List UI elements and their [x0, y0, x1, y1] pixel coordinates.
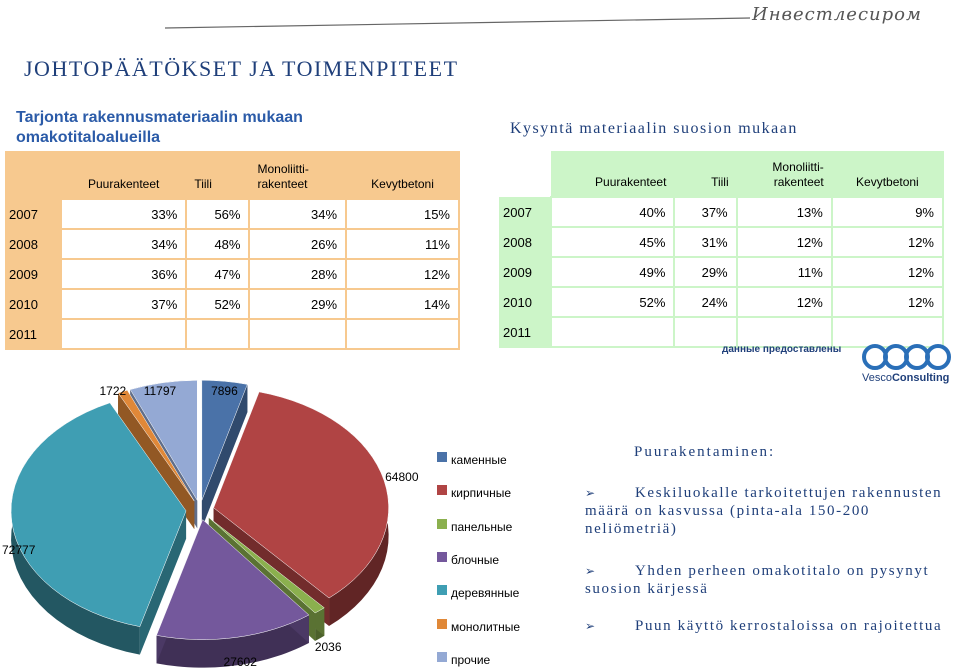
pie-value-label: 64800 [385, 469, 419, 484]
value-cell: 52% [186, 289, 249, 319]
value-cell: 12% [832, 287, 943, 317]
table-row [5, 319, 459, 349]
table-header-row [5, 151, 459, 199]
value-cell: 47% [186, 259, 249, 289]
year-cell: 2007 [9, 206, 38, 222]
table-row [499, 287, 943, 317]
value-cell: 9% [832, 197, 943, 227]
vesco-logo-icon [860, 343, 952, 373]
value-cell: 14% [346, 289, 459, 319]
supply-table [5, 151, 460, 350]
pie-chart [0, 380, 430, 671]
legend-label: кирпичные [451, 486, 512, 501]
value-cell: 13% [737, 197, 832, 227]
value-cell: 52% [551, 287, 674, 317]
value-cell: 49% [551, 257, 674, 287]
value-cell: 56% [186, 199, 249, 229]
column-header: Monoliitti- rakenteet [737, 151, 832, 197]
year-cell: 2008 [503, 234, 532, 250]
bullet-text: Puun käyttö kerrostaloissa on rajoitettua [635, 618, 943, 634]
table-row [5, 289, 459, 319]
value-cell: 40% [551, 197, 674, 227]
value-cell [186, 319, 249, 349]
arrow-bullet-icon: ➢ [585, 486, 597, 500]
year-cell: 2010 [9, 296, 38, 312]
value-cell [346, 319, 459, 349]
value-cell: 34% [61, 229, 186, 259]
bullet-text: Keskiluokalle tarkoitettujen rakennusten määrä on kasvussa (pinta-ala 150-200 neliömetriä) [585, 485, 943, 537]
value-cell: 11% [346, 229, 459, 259]
legend-swatch [437, 452, 447, 462]
value-cell: 34% [249, 199, 346, 229]
table-row [5, 259, 459, 289]
year-cell: 2011 [9, 326, 37, 342]
legend-swatch [437, 485, 447, 495]
legend-label: каменные [451, 453, 507, 467]
vesco-brand-part: Vesco [862, 372, 892, 384]
legend-swatch [437, 552, 447, 562]
year-cell: 2009 [503, 264, 532, 280]
page-title: JOHTOPÄÄTÖKSET JA TOIMENPITEET [24, 56, 459, 81]
value-cell: 12% [346, 259, 459, 289]
year-cell: 2011 [503, 324, 531, 340]
value-cell: 28% [249, 259, 346, 289]
column-header: Puurakenteet [551, 151, 674, 197]
table-row [5, 229, 459, 259]
arrow-bullet-icon: ➢ [585, 564, 597, 578]
legend-swatch [437, 585, 447, 595]
value-cell: 37% [61, 289, 186, 319]
value-cell [737, 317, 832, 347]
value-cell: 12% [737, 287, 832, 317]
conclusion-bullet [585, 562, 955, 598]
demand-table-title: Kysyntä materiaalin suosion mukaan [510, 120, 798, 137]
value-cell: 12% [737, 227, 832, 257]
value-cell: 12% [832, 257, 943, 287]
year-cell: 2010 [503, 294, 532, 310]
demand-table [499, 151, 944, 348]
table-row [5, 199, 459, 229]
legend-label: прочие [451, 652, 491, 667]
year-cell: 2007 [503, 204, 532, 220]
header-cell-empty [5, 151, 61, 199]
legend-label: монолитные [451, 619, 521, 634]
table-row [499, 227, 943, 257]
value-cell: 15% [346, 199, 459, 229]
legend-label: блочные [451, 552, 500, 567]
legend-swatch [437, 619, 447, 629]
year-cell: 2009 [9, 266, 38, 282]
consulting-brand-part: Consulting [891, 372, 950, 384]
legend-label: панельные [451, 519, 513, 534]
column-header: Tiili [674, 151, 736, 197]
arrow-bullet-icon: ➢ [585, 619, 597, 633]
source-note: данные предоставлены [722, 344, 842, 355]
value-cell: 29% [249, 289, 346, 319]
value-cell: 45% [551, 227, 674, 257]
value-cell: 11% [737, 257, 832, 287]
bullet-text: Yhden perheen omakotitalo on pysynyt suosion kärjessä [585, 563, 930, 597]
value-cell: 37% [674, 197, 736, 227]
value-cell [551, 317, 674, 347]
pie-value-label: 1722 [99, 384, 127, 398]
table-header-row [499, 151, 943, 197]
value-cell: 33% [61, 199, 186, 229]
conclusion-bullet [585, 484, 955, 538]
pie-value-label: 72777 [2, 542, 36, 557]
value-cell [249, 319, 346, 349]
value-cell: 48% [186, 229, 249, 259]
value-cell [674, 317, 736, 347]
value-cell: 26% [249, 229, 346, 259]
table-row [499, 197, 943, 227]
value-cell [61, 319, 186, 349]
legend-swatch [437, 652, 447, 662]
value-cell: 24% [674, 287, 736, 317]
conclusions-heading: Puurakentaminen: [634, 444, 776, 460]
table-row [499, 257, 943, 287]
header-cell-empty [499, 151, 551, 197]
pie-value-label: 27602 [223, 655, 257, 669]
value-cell: 12% [832, 227, 943, 257]
column-header: Kevytbetoni [371, 177, 434, 191]
conclusion-bullet [585, 617, 955, 635]
year-cell: 2008 [9, 236, 38, 252]
column-header: Tiili [194, 177, 212, 191]
value-cell: 29% [674, 257, 736, 287]
company-logo: Инвестлесиром [752, 4, 922, 25]
value-cell: 31% [674, 227, 736, 257]
value-cell: 36% [61, 259, 186, 289]
pie-value-label: 7896 [211, 384, 238, 398]
legend-label: деревянные [451, 586, 520, 601]
column-header: Puurakenteet [87, 177, 160, 191]
supply-table-title: Tarjonta rakennusmateriaalin mukaan omakotitaloalueilla [16, 109, 303, 146]
column-header: Monoliitti- rakenteet [257, 162, 309, 191]
pie-value-label: 2036 [314, 639, 342, 654]
legend-swatch [437, 519, 447, 529]
pie-value-label: 11797 [143, 384, 177, 398]
vesco-brand-text [862, 372, 949, 384]
column-header: Kevytbetoni [832, 151, 943, 197]
